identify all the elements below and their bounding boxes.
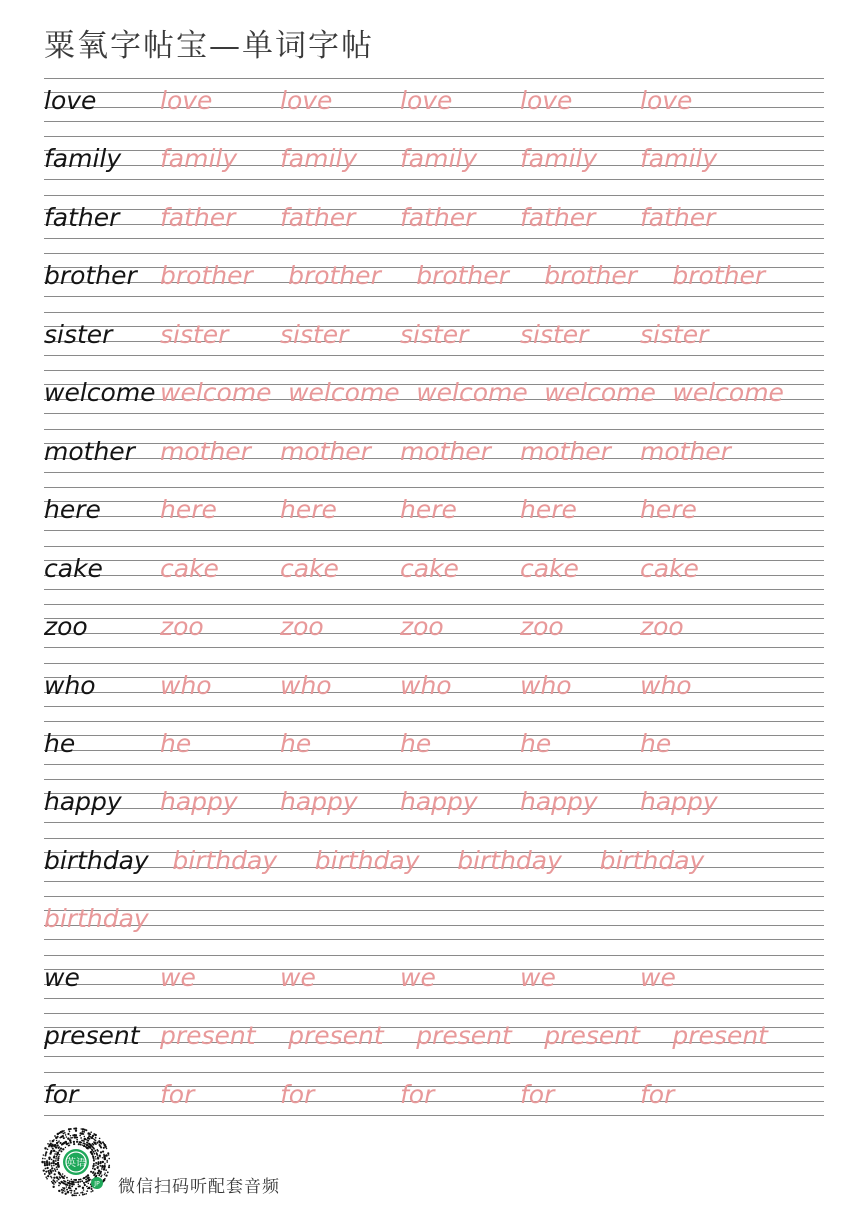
- trace-word: sister: [280, 319, 349, 349]
- trace-word: brother: [160, 261, 253, 291]
- trace-word: present: [288, 1021, 384, 1051]
- guide-line: [44, 413, 824, 414]
- qr-code-icon[interactable]: [40, 1126, 112, 1198]
- page-title: 粟氧字帖宝—单词字帖: [44, 28, 374, 64]
- trace-word: family: [640, 144, 718, 174]
- practice-row: [44, 779, 824, 823]
- footer-instruction: 微信扫码听配套音频: [118, 1177, 280, 1197]
- trace-word: cake: [280, 553, 339, 583]
- guide-line: [44, 838, 824, 839]
- trace-word: who: [520, 670, 572, 700]
- trace-word: father: [160, 202, 236, 232]
- model-word: he: [44, 729, 76, 758]
- guide-line: [44, 296, 824, 297]
- practice-row: [44, 370, 824, 414]
- trace-word: family: [400, 144, 478, 174]
- model-word: welcome: [44, 378, 156, 408]
- trace-word: who: [280, 670, 332, 700]
- trace-word: he: [640, 729, 672, 758]
- guide-line: [44, 589, 824, 590]
- trace-word: happy: [400, 787, 478, 817]
- trace-word: happy: [640, 787, 718, 817]
- model-word: zoo: [44, 612, 88, 642]
- trace-word: mother: [400, 436, 491, 466]
- practice-row: [44, 896, 824, 940]
- trace-word: he: [400, 729, 432, 758]
- trace-word: brother: [672, 261, 766, 291]
- model-word: present: [44, 1021, 140, 1051]
- guide-line: [44, 1056, 824, 1057]
- trace-word: present: [672, 1021, 768, 1051]
- trace-word: love: [640, 86, 693, 115]
- practice-row: [44, 604, 824, 648]
- practice-row: [44, 721, 824, 765]
- guide-line: [44, 238, 824, 239]
- trace-word: who: [400, 670, 452, 700]
- trace-word: for: [640, 1079, 675, 1109]
- trace-word: welcome: [672, 378, 784, 408]
- trace-word: welcome: [288, 378, 400, 408]
- trace-word: birthday: [314, 845, 420, 875]
- trace-word: cake: [520, 553, 579, 583]
- guide-line: [44, 429, 824, 430]
- guide-line: [44, 955, 824, 956]
- model-word: for: [44, 1079, 79, 1109]
- practice-row: [44, 195, 824, 239]
- trace-word: brother: [416, 261, 509, 291]
- guide-line: [44, 721, 824, 722]
- trace-word: who: [160, 670, 212, 700]
- practice-row: [44, 955, 824, 999]
- trace-word: sister: [640, 319, 709, 349]
- trace-word: welcome: [544, 378, 656, 408]
- trace-word: mother: [160, 436, 251, 466]
- guide-line: [44, 487, 824, 488]
- trace-word: we: [160, 962, 196, 992]
- trace-word: sister: [160, 319, 229, 349]
- trace-word: father: [400, 202, 476, 232]
- trace-word: we: [280, 962, 316, 992]
- guide-line: [44, 472, 824, 473]
- practice-row: [44, 546, 824, 590]
- trace-word: he: [280, 729, 312, 758]
- trace-word: here: [520, 495, 577, 525]
- trace-word: we: [520, 962, 556, 992]
- trace-word: birthday: [44, 904, 149, 934]
- model-word: brother: [44, 261, 137, 291]
- guide-line: [44, 910, 824, 911]
- guide-line: [44, 195, 824, 196]
- model-word: cake: [44, 553, 103, 583]
- practice-row: [44, 136, 824, 180]
- practice-row: [44, 838, 824, 882]
- trace-word: welcome: [416, 378, 528, 408]
- trace-word: birthday: [599, 845, 705, 875]
- guide-line: [44, 604, 824, 605]
- guide-line: [44, 822, 824, 823]
- guide-line: [44, 1013, 824, 1014]
- model-word: family: [44, 144, 122, 174]
- qr-small-badge: JP: [94, 1180, 100, 1188]
- trace-word: brother: [544, 261, 638, 291]
- trace-word: cake: [640, 553, 699, 583]
- guide-line: [44, 370, 824, 371]
- trace-word: mother: [280, 436, 371, 466]
- trace-word: he: [160, 729, 192, 758]
- trace-word: birthday: [172, 845, 278, 875]
- trace-word: we: [400, 962, 436, 992]
- trace-word: family: [160, 144, 238, 174]
- guide-line: [44, 867, 824, 868]
- guide-line: [44, 881, 824, 882]
- trace-word: cake: [160, 553, 219, 583]
- guide-line: [44, 1072, 824, 1073]
- trace-word: he: [520, 729, 552, 758]
- practice-row: [44, 429, 824, 473]
- trace-word: sister: [400, 319, 469, 349]
- practice-row: [44, 253, 824, 297]
- trace-word: birthday: [457, 845, 562, 875]
- trace-word: mother: [640, 436, 731, 466]
- guide-line: [44, 1115, 824, 1116]
- trace-word: here: [280, 495, 337, 525]
- model-word: who: [44, 670, 96, 700]
- model-word: birthday: [44, 845, 149, 875]
- trace-word: happy: [520, 787, 598, 817]
- footer: [40, 1126, 540, 1206]
- guide-line: [44, 896, 824, 897]
- trace-word: present: [544, 1021, 640, 1051]
- guide-line: [44, 706, 824, 707]
- trace-word: brother: [288, 261, 381, 291]
- practice-row: [44, 663, 824, 707]
- practice-row: [44, 312, 824, 356]
- trace-word: love: [520, 86, 573, 115]
- model-word: happy: [44, 787, 122, 817]
- trace-word: father: [640, 202, 716, 232]
- trace-word: father: [280, 202, 356, 232]
- trace-word: present: [160, 1021, 256, 1051]
- trace-word: here: [160, 495, 217, 525]
- trace-word: welcome: [160, 378, 272, 408]
- guide-line: [44, 939, 824, 940]
- guide-line: [44, 312, 824, 313]
- trace-word: father: [520, 202, 596, 232]
- trace-word: for: [400, 1079, 435, 1109]
- model-word: here: [44, 495, 101, 525]
- model-word: father: [44, 202, 120, 232]
- trace-word: here: [640, 495, 697, 525]
- guide-line: [44, 925, 824, 926]
- trace-word: zoo: [280, 612, 324, 642]
- trace-word: family: [520, 144, 598, 174]
- practice-row: [44, 78, 824, 122]
- trace-word: love: [160, 86, 213, 115]
- trace-word: mother: [520, 436, 611, 466]
- guide-line: [44, 764, 824, 765]
- trace-word: zoo: [160, 612, 204, 642]
- trace-word: cake: [400, 553, 459, 583]
- guide-line: [44, 779, 824, 780]
- guide-line: [44, 179, 824, 180]
- guide-line: [44, 253, 824, 254]
- model-word: mother: [44, 436, 135, 466]
- trace-word: zoo: [640, 612, 684, 642]
- practice-row: [44, 1013, 824, 1057]
- trace-word: zoo: [400, 612, 444, 642]
- practice-row: [44, 487, 824, 531]
- trace-word: family: [280, 144, 358, 174]
- trace-word: present: [416, 1021, 512, 1051]
- guide-line: [44, 136, 824, 137]
- guide-line: [44, 78, 824, 79]
- trace-word: happy: [160, 787, 238, 817]
- trace-word: happy: [280, 787, 358, 817]
- guide-line: [44, 530, 824, 531]
- guide-line: [44, 121, 824, 122]
- guide-line: [44, 852, 824, 853]
- trace-word: who: [640, 670, 692, 700]
- model-word: love: [44, 86, 97, 115]
- trace-word: we: [640, 962, 676, 992]
- trace-word: sister: [520, 319, 589, 349]
- guide-line: [44, 663, 824, 664]
- trace-word: here: [400, 495, 457, 525]
- model-word: sister: [44, 319, 113, 349]
- qr-badge-label: 英语: [66, 1158, 86, 1169]
- guide-line: [44, 647, 824, 648]
- trace-word: zoo: [520, 612, 564, 642]
- trace-word: for: [280, 1079, 315, 1109]
- trace-word: love: [400, 86, 453, 115]
- trace-word: for: [520, 1079, 555, 1109]
- practice-row: [44, 1072, 824, 1116]
- model-word: we: [44, 962, 80, 992]
- trace-word: love: [280, 86, 333, 115]
- trace-word: for: [160, 1079, 195, 1109]
- guide-line: [44, 546, 824, 547]
- guide-line: [44, 998, 824, 999]
- guide-line: [44, 355, 824, 356]
